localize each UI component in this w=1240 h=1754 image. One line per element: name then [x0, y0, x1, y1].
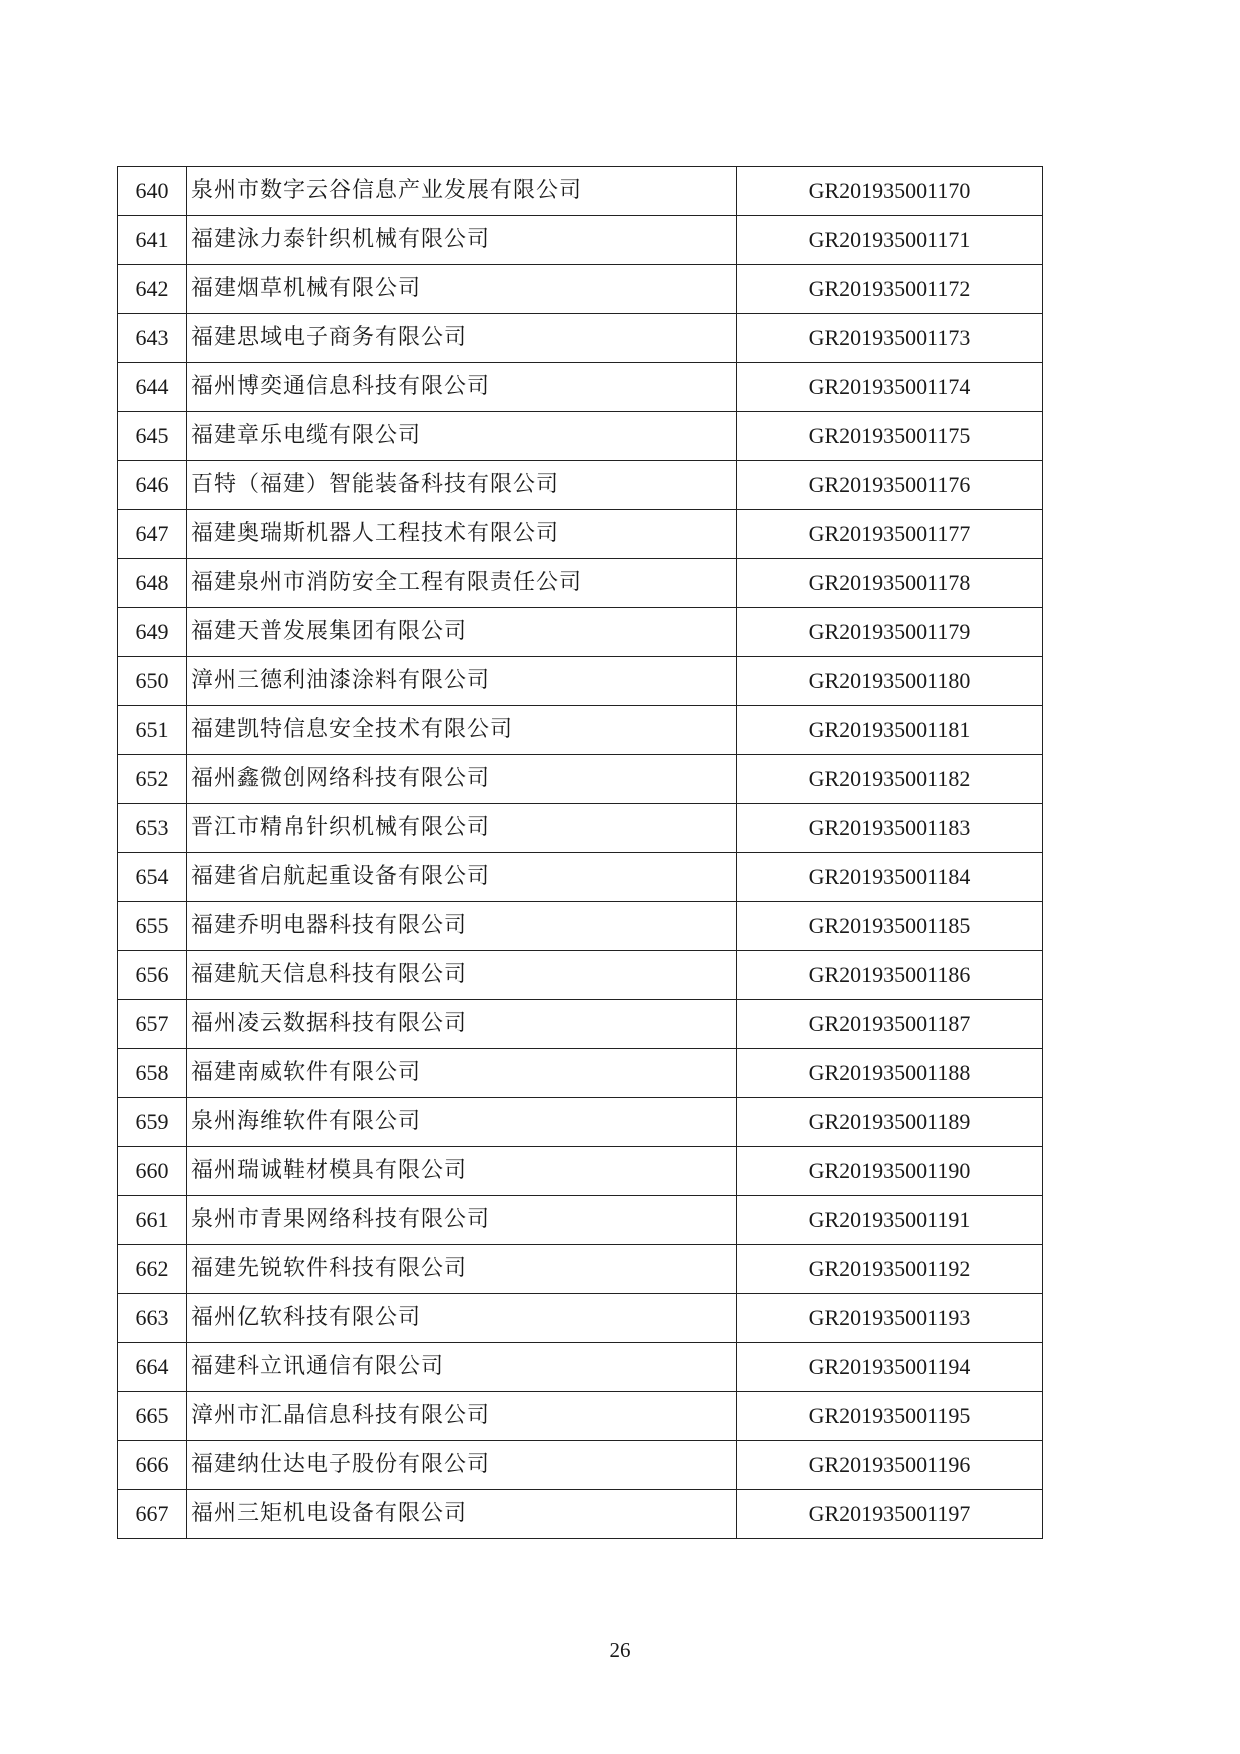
table-row: [118, 608, 1043, 657]
row-number: 656: [118, 951, 187, 1000]
table-row: [118, 1049, 1043, 1098]
company-name: 福建凯特信息安全技术有限公司: [187, 706, 737, 755]
company-name: 漳州市汇晶信息科技有限公司: [187, 1392, 737, 1441]
company-name: 百特（福建）智能装备科技有限公司: [187, 461, 737, 510]
table-row: [118, 657, 1043, 706]
row-number: 659: [118, 1098, 187, 1147]
company-name: 福建航天信息科技有限公司: [187, 951, 737, 1000]
company-name: 福州博奕通信息科技有限公司: [187, 363, 737, 412]
certificate-code: GR201935001171: [737, 216, 1043, 265]
table-row: [118, 951, 1043, 1000]
company-name: 泉州市青果网络科技有限公司: [187, 1196, 737, 1245]
row-number: 666: [118, 1441, 187, 1490]
table-row: [118, 1147, 1043, 1196]
company-name: 福建思域电子商务有限公司: [187, 314, 737, 363]
certificate-code: GR201935001197: [737, 1490, 1043, 1539]
company-name: 福州鑫微创网络科技有限公司: [187, 755, 737, 804]
row-number: 643: [118, 314, 187, 363]
row-number: 641: [118, 216, 187, 265]
certificate-code: GR201935001185: [737, 902, 1043, 951]
row-number: 661: [118, 1196, 187, 1245]
company-name: 福州瑞诚鞋材模具有限公司: [187, 1147, 737, 1196]
certificate-code: GR201935001187: [737, 1000, 1043, 1049]
company-table: [117, 166, 1043, 1539]
table-row: [118, 804, 1043, 853]
certificate-code: GR201935001190: [737, 1147, 1043, 1196]
certificate-code: GR201935001192: [737, 1245, 1043, 1294]
table-row: [118, 216, 1043, 265]
row-number: 665: [118, 1392, 187, 1441]
certificate-code: GR201935001174: [737, 363, 1043, 412]
row-number: 654: [118, 853, 187, 902]
certificate-code: GR201935001176: [737, 461, 1043, 510]
certificate-code: GR201935001189: [737, 1098, 1043, 1147]
company-name: 福建科立讯通信有限公司: [187, 1343, 737, 1392]
certificate-code: GR201935001193: [737, 1294, 1043, 1343]
row-number: 648: [118, 559, 187, 608]
company-name: 福建奥瑞斯机器人工程技术有限公司: [187, 510, 737, 559]
table-row: [118, 902, 1043, 951]
row-number: 651: [118, 706, 187, 755]
row-number: 642: [118, 265, 187, 314]
table-row: [118, 412, 1043, 461]
table-row: [118, 265, 1043, 314]
certificate-code: GR201935001182: [737, 755, 1043, 804]
row-number: 667: [118, 1490, 187, 1539]
row-number: 647: [118, 510, 187, 559]
company-name: 福州三矩机电设备有限公司: [187, 1490, 737, 1539]
table-row: [118, 853, 1043, 902]
certificate-code: GR201935001172: [737, 265, 1043, 314]
company-name: 泉州市数字云谷信息产业发展有限公司: [187, 167, 737, 216]
certificate-code: GR201935001188: [737, 1049, 1043, 1098]
row-number: 653: [118, 804, 187, 853]
row-number: 663: [118, 1294, 187, 1343]
table-row: [118, 559, 1043, 608]
row-number: 649: [118, 608, 187, 657]
table-row: [118, 1098, 1043, 1147]
table-row: [118, 1000, 1043, 1049]
company-name: 福建泉州市消防安全工程有限责任公司: [187, 559, 737, 608]
certificate-code: GR201935001191: [737, 1196, 1043, 1245]
company-name: 福建省启航起重设备有限公司: [187, 853, 737, 902]
company-name: 漳州三德利油漆涂料有限公司: [187, 657, 737, 706]
certificate-code: GR201935001181: [737, 706, 1043, 755]
company-name: 福州凌云数据科技有限公司: [187, 1000, 737, 1049]
row-number: 655: [118, 902, 187, 951]
row-number: 658: [118, 1049, 187, 1098]
certificate-code: GR201935001183: [737, 804, 1043, 853]
certificate-code: GR201935001170: [737, 167, 1043, 216]
company-name: 福建乔明电器科技有限公司: [187, 902, 737, 951]
company-name: 福建天普发展集团有限公司: [187, 608, 737, 657]
certificate-code: GR201935001177: [737, 510, 1043, 559]
table-row: [118, 461, 1043, 510]
table-row: [118, 1343, 1043, 1392]
certificate-code: GR201935001194: [737, 1343, 1043, 1392]
certificate-code: GR201935001173: [737, 314, 1043, 363]
table-row: [118, 1490, 1043, 1539]
table-body: [118, 167, 1043, 1539]
company-name: 福州亿软科技有限公司: [187, 1294, 737, 1343]
table-row: [118, 1245, 1043, 1294]
row-number: 652: [118, 755, 187, 804]
certificate-code: GR201935001179: [737, 608, 1043, 657]
table-row: [118, 755, 1043, 804]
certificate-code: GR201935001178: [737, 559, 1043, 608]
row-number: 650: [118, 657, 187, 706]
certificate-code: GR201935001180: [737, 657, 1043, 706]
company-name: 福建烟草机械有限公司: [187, 265, 737, 314]
company-name: 福建纳仕达电子股份有限公司: [187, 1441, 737, 1490]
company-name: 福建先锐软件科技有限公司: [187, 1245, 737, 1294]
row-number: 644: [118, 363, 187, 412]
certificate-code: GR201935001184: [737, 853, 1043, 902]
row-number: 660: [118, 1147, 187, 1196]
certificate-code: GR201935001175: [737, 412, 1043, 461]
table-row: [118, 167, 1043, 216]
row-number: 664: [118, 1343, 187, 1392]
company-name: 福建南威软件有限公司: [187, 1049, 737, 1098]
row-number: 646: [118, 461, 187, 510]
certificate-code: GR201935001196: [737, 1441, 1043, 1490]
company-name: 泉州海维软件有限公司: [187, 1098, 737, 1147]
row-number: 662: [118, 1245, 187, 1294]
table-row: [118, 1294, 1043, 1343]
page-number: 26: [609, 1638, 631, 1662]
table-row: [118, 706, 1043, 755]
table-row: [118, 510, 1043, 559]
table-row: [118, 363, 1043, 412]
table-row: [118, 1196, 1043, 1245]
row-number: 640: [118, 167, 187, 216]
certificate-code: GR201935001195: [737, 1392, 1043, 1441]
company-name: 福建泳力泰针织机械有限公司: [187, 216, 737, 265]
table-row: [118, 1392, 1043, 1441]
company-name: 晋江市精帛针织机械有限公司: [187, 804, 737, 853]
table-row: [118, 1441, 1043, 1490]
row-number: 645: [118, 412, 187, 461]
row-number: 657: [118, 1000, 187, 1049]
company-name: 福建章乐电缆有限公司: [187, 412, 737, 461]
table-row: [118, 314, 1043, 363]
certificate-code: GR201935001186: [737, 951, 1043, 1000]
